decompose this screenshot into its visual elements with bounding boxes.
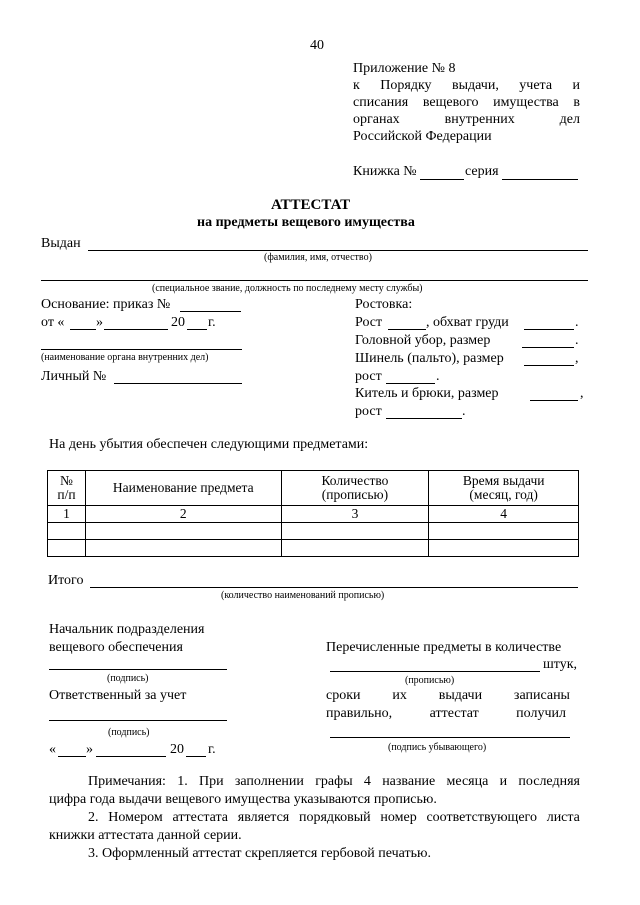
date-from-open: от «	[41, 315, 65, 330]
column-header-quantity: Количество (прописью)	[281, 471, 429, 506]
table-cell[interactable]	[429, 523, 579, 540]
word: списания	[353, 95, 409, 110]
table-numbering-row	[48, 506, 579, 523]
table-cell: 2	[85, 506, 281, 523]
word: название	[382, 774, 436, 789]
total-line[interactable]	[90, 587, 578, 588]
provided-text: На день убытия обеспечен следующими предметами:	[49, 437, 369, 452]
tunic-height-line[interactable]	[386, 418, 462, 419]
date-from-close: »	[96, 315, 103, 330]
word: выдачи	[438, 688, 483, 703]
personal-number-label: Личный №	[41, 369, 107, 384]
word: и	[572, 78, 580, 93]
chest-label: , обхват груди	[426, 315, 509, 330]
year-suffix: г.	[208, 742, 216, 757]
document-subtitle: на предметы вещевого имущества	[197, 215, 415, 230]
org-line[interactable]	[41, 349, 242, 350]
word: получил	[516, 706, 566, 721]
year-prefix: 20	[170, 742, 184, 757]
table-cell[interactable]	[85, 540, 281, 557]
caption-org: (наименование органа внутренних дел)	[41, 352, 209, 363]
receipt-line-3	[326, 688, 570, 704]
headgear-label: Головной убор, размер	[355, 333, 491, 348]
table-cell[interactable]	[85, 523, 281, 540]
word: При	[198, 774, 224, 789]
word: 2.	[88, 810, 99, 825]
word: внутренних	[444, 112, 515, 127]
caption-signature: (подпись)	[107, 673, 149, 684]
date-close: »	[86, 742, 93, 757]
word: графы	[315, 774, 353, 789]
word: Номером	[108, 810, 163, 825]
order-year-line[interactable]	[187, 329, 207, 330]
responsible-label: Ответственный за учет	[49, 688, 187, 703]
order-month-line[interactable]	[104, 329, 168, 330]
period: .	[575, 333, 579, 348]
chief-signature-line[interactable]	[49, 669, 227, 670]
appendix-line-4	[353, 112, 580, 128]
word: Примечания:	[88, 774, 166, 789]
chief-title-line-1: Начальник подразделения	[49, 622, 205, 637]
departing-signature-line[interactable]	[330, 737, 570, 738]
word: к	[353, 78, 360, 93]
word: дел	[559, 112, 580, 127]
word: 1.	[177, 774, 188, 789]
word: сроки	[326, 688, 361, 703]
series-label: серия	[465, 164, 499, 179]
appendix-title: Приложение № 8	[353, 61, 456, 76]
sizes-heading: Ростовка:	[355, 297, 413, 312]
date-open: «	[49, 742, 56, 757]
caption-words: (прописью)	[405, 675, 455, 686]
note-2-line-2: книжки аттестата данной серии.	[49, 828, 242, 843]
caption-rank: (специальное звание, должность по последнему месту службы)	[152, 283, 423, 294]
headgear-line[interactable]	[522, 347, 574, 348]
rank-line[interactable]	[41, 280, 588, 281]
word: имущества	[493, 95, 559, 110]
column-header-item: Наименование предмета	[85, 471, 281, 506]
booklet-label: Книжка №	[353, 164, 417, 179]
issued-to-label: Выдан	[41, 236, 81, 251]
word: порядковый	[298, 810, 371, 825]
appendix-line-3	[353, 95, 580, 111]
page-number: 40	[310, 38, 324, 53]
total-caption: (количество наименований прописью)	[221, 590, 385, 601]
coat-line[interactable]	[524, 365, 574, 366]
word: Порядку	[380, 78, 432, 93]
chest-line[interactable]	[524, 329, 574, 330]
coat-height-line[interactable]	[386, 383, 435, 384]
document-title: АТТЕСТАТ	[271, 197, 351, 213]
table-row[interactable]	[48, 523, 579, 540]
word: вещевого	[422, 95, 479, 110]
coat-label: Шинель (пальто), размер	[355, 351, 504, 366]
responsible-signature-line[interactable]	[49, 720, 227, 721]
issued-to-line[interactable]	[88, 250, 588, 251]
comma: ,	[575, 351, 579, 366]
receipt-text: Перечисленные предметы в количестве	[326, 640, 562, 655]
word: выдачи,	[452, 78, 499, 93]
appendix-line-2	[353, 78, 580, 94]
tunic-label: Китель и брюки, размер	[355, 386, 499, 401]
personal-number-line[interactable]	[114, 383, 242, 384]
word: листа	[546, 810, 580, 825]
table-cell[interactable]	[281, 540, 429, 557]
word: органах	[353, 112, 400, 127]
chief-title-line-2: вещевого обеспечения	[49, 640, 183, 655]
word: их	[392, 688, 407, 703]
order-number-line[interactable]	[180, 311, 241, 312]
table-cell: 1	[48, 506, 86, 523]
sign-month-line[interactable]	[96, 756, 166, 757]
period: .	[575, 315, 579, 330]
table-cell[interactable]	[281, 523, 429, 540]
note-2-line-1	[88, 810, 580, 826]
column-header-number: № п/п	[48, 471, 86, 506]
note-3: 3. Оформленный аттестат скрепляется гербовой печатью.	[88, 846, 431, 861]
table-cell[interactable]	[429, 540, 579, 557]
caption-fio: (фамилия, имя, отчество)	[264, 252, 372, 263]
period: .	[436, 369, 440, 384]
word: в	[573, 95, 580, 110]
comma: ,	[580, 386, 584, 401]
note-1-line-2: цифра года выдачи вещевого имущества указываются прописью.	[49, 792, 437, 807]
word: учета	[519, 78, 553, 93]
word: записаны	[513, 688, 570, 703]
year-suffix: г.	[208, 315, 216, 330]
series-line[interactable]	[502, 179, 578, 180]
tunic-line[interactable]	[530, 400, 578, 401]
table-cell[interactable]	[48, 523, 86, 540]
year-prefix: 20	[171, 315, 185, 330]
word: месяца	[446, 774, 489, 789]
basis-label: Основание: приказ №	[41, 297, 171, 312]
tunic-height-label: рост	[355, 404, 382, 419]
caption-departing: (подпись убывающего)	[388, 742, 487, 753]
note-1-line-1	[88, 774, 580, 790]
word: и	[499, 774, 508, 789]
word: аттестат	[429, 706, 479, 721]
period: .	[462, 404, 466, 419]
sign-day-line[interactable]	[58, 756, 86, 757]
table-cell: 4	[429, 506, 579, 523]
height-line[interactable]	[388, 329, 426, 330]
caption-signature: (подпись)	[108, 727, 150, 738]
table-cell[interactable]	[48, 540, 86, 557]
word: номер	[380, 810, 417, 825]
receipt-line-4	[326, 706, 566, 722]
word: аттестата	[172, 810, 229, 825]
word: 4	[363, 774, 371, 789]
sign-year-line[interactable]	[186, 756, 206, 757]
receipt-quantity-line[interactable]	[330, 671, 540, 672]
height-label: Рост	[355, 315, 383, 330]
table-header-row	[48, 471, 579, 506]
word: соответствующего	[426, 810, 537, 825]
booklet-number-line[interactable]	[420, 179, 464, 180]
column-header-issue-date: Время выдачи (месяц, год)	[429, 471, 579, 506]
appendix-line-5: Российской Федерации	[353, 129, 492, 144]
table-row[interactable]	[48, 540, 579, 557]
word: последняя	[518, 774, 580, 789]
word: является	[237, 810, 290, 825]
coat-height-label: рост	[355, 369, 382, 384]
table-cell: 3	[281, 506, 429, 523]
word: правильно,	[326, 706, 393, 721]
items-table	[47, 470, 579, 557]
total-label: Итого	[48, 573, 84, 588]
word: заполнении	[234, 774, 304, 789]
order-day-line[interactable]	[70, 329, 96, 330]
pieces-label: штук,	[543, 657, 578, 672]
